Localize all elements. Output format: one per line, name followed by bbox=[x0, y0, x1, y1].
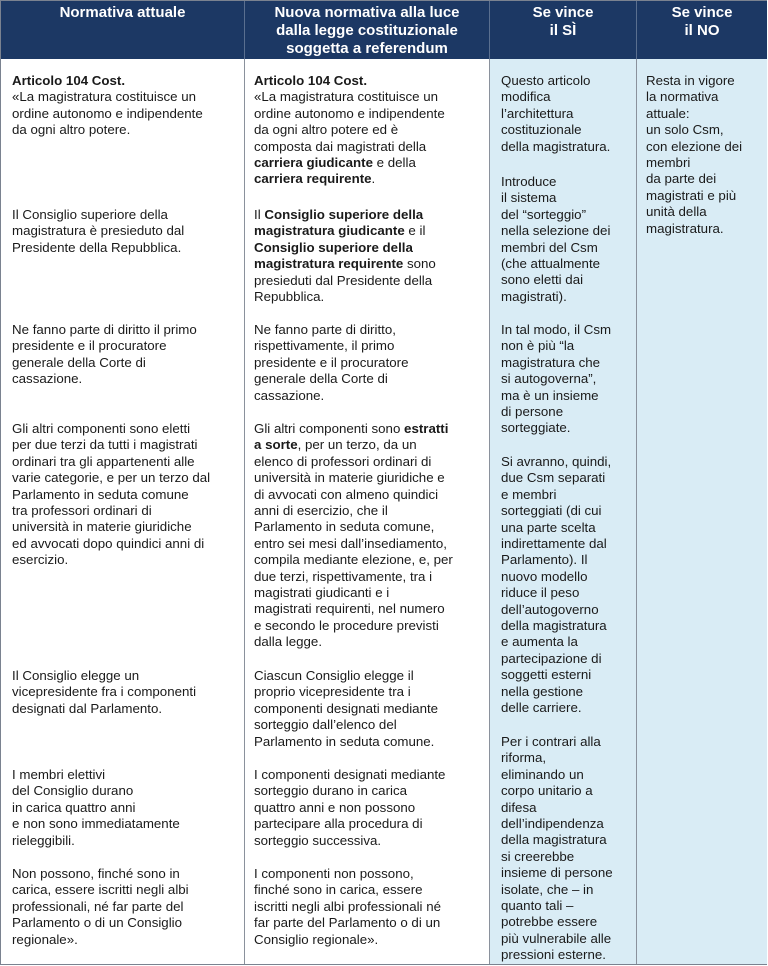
text-fragment: e il bbox=[404, 223, 426, 239]
text-line: università in materie giuridiche e bbox=[254, 470, 445, 486]
yes-paragraph-5 bbox=[501, 734, 635, 964]
text-line: I componenti non possono, bbox=[254, 866, 414, 881]
no-paragraph-1 bbox=[646, 73, 764, 237]
header-line: dalla legge costituzionale bbox=[276, 22, 458, 39]
text-line: (che attualmente bbox=[501, 256, 601, 272]
text-line: Ciascun Consiglio elegge il bbox=[254, 668, 414, 683]
text-line: ordine autonomo e indipendente bbox=[12, 105, 203, 121]
text-line: regionale». bbox=[12, 931, 78, 947]
bold-term: estratti bbox=[404, 421, 449, 436]
text-line: nuovo modello bbox=[501, 568, 588, 584]
text-line: Parlamento in seduta comune, bbox=[254, 519, 435, 535]
text-line: ordinari tra gli appartenenti alle bbox=[12, 453, 195, 469]
text-line: soggetti esterni bbox=[501, 667, 592, 683]
yes-paragraph-3 bbox=[501, 322, 635, 437]
text-line: Repubblica. bbox=[254, 289, 325, 305]
text-line: due terzi, rispettivamente, tra i bbox=[254, 568, 433, 584]
column-reform-law bbox=[245, 1, 490, 964]
text-line: della magistratura bbox=[501, 618, 607, 634]
header-line: Normativa attuale bbox=[59, 4, 186, 21]
text-fragment: . bbox=[371, 171, 376, 187]
text-line: «La magistratura costituisce un bbox=[12, 89, 197, 105]
text-line: Ne fanno parte di diritto, bbox=[254, 322, 396, 337]
current-article-block bbox=[12, 73, 240, 139]
text-line: sorteggiati (di cui bbox=[501, 503, 602, 519]
text-line: la normativa bbox=[646, 89, 719, 105]
text-line: membri del Csm bbox=[501, 239, 598, 255]
text-line: della magistratura bbox=[501, 832, 607, 848]
text-line: e aumenta la bbox=[501, 634, 578, 650]
text-line: Presidente della Repubblica. bbox=[12, 239, 182, 255]
text-line: università in materie giuridiche bbox=[12, 519, 192, 535]
text-fragment: Gli altri componenti sono bbox=[254, 421, 405, 436]
text-line: Si avranno, quindi, bbox=[501, 454, 612, 469]
text-line: ma è un insieme bbox=[501, 387, 599, 403]
text-line: magistrati giudicanti e i bbox=[254, 585, 390, 601]
text-line: riforma, bbox=[501, 750, 547, 766]
text-line: magistrati e più bbox=[646, 187, 737, 203]
text-line: indirettamente dal bbox=[501, 536, 607, 552]
text-line: eliminando un bbox=[501, 766, 584, 782]
text-line: Parlamento in seduta comune. bbox=[254, 733, 435, 749]
text-line: iscritti negli albi professionali né bbox=[254, 898, 441, 914]
text-line: proprio vicepresidente tra i bbox=[254, 684, 411, 700]
text-line: generale della Corte di bbox=[12, 354, 146, 370]
bold-term: Consiglio superiore della bbox=[264, 207, 424, 222]
text-line: Consiglio regionale». bbox=[254, 931, 379, 947]
text-line: sorteggio durano in carica bbox=[254, 783, 408, 799]
text-line: unità della bbox=[646, 204, 707, 220]
text-line: Parlamento o di un Consiglio bbox=[12, 915, 183, 931]
text-line: insieme di persone bbox=[501, 865, 613, 881]
reform-article-block bbox=[254, 73, 486, 188]
bold-term: magistratura giudicante bbox=[254, 223, 405, 239]
text-line: nella selezione dei bbox=[501, 223, 611, 239]
text-line: magistrati requirenti, nel numero bbox=[254, 601, 445, 617]
yes-paragraph-4 bbox=[501, 454, 635, 717]
text-line: magistratura. bbox=[646, 220, 724, 236]
text-line: far parte del Parlamento o di un bbox=[254, 915, 441, 931]
text-line: di avvocati con almeno quindici bbox=[254, 486, 439, 502]
header-line: Se vince bbox=[671, 4, 733, 21]
current-article-title: Articolo 104 Cost. bbox=[12, 73, 126, 88]
header-line: Se vince bbox=[532, 4, 594, 21]
header-reform-law bbox=[245, 1, 490, 59]
column-if-no-wins bbox=[637, 1, 767, 964]
text-line: Ne fanno parte di diritto il primo bbox=[12, 322, 197, 337]
current-paragraph-5 bbox=[12, 668, 240, 717]
current-paragraph-7 bbox=[12, 866, 240, 948]
header-line: il NO bbox=[684, 22, 720, 39]
text-line: isolate, che – in bbox=[501, 881, 594, 897]
text-line: Parlamento in seduta comune bbox=[12, 486, 189, 502]
text-line: professionali, né far parte del bbox=[12, 898, 184, 914]
text-line: pressioni esterne. bbox=[501, 947, 606, 963]
text-line: riduce il peso bbox=[501, 585, 580, 601]
reform-paragraph-6 bbox=[254, 767, 486, 849]
text-line: entro sei mesi dall’insediamento, bbox=[254, 535, 447, 551]
text-line: Per i contrari alla bbox=[501, 734, 601, 749]
current-paragraph-3 bbox=[12, 322, 240, 388]
text-line: delle carriere. bbox=[501, 700, 582, 716]
text-line: da ogni altro potere ed è bbox=[254, 122, 399, 138]
text-line: da parte dei bbox=[646, 171, 717, 187]
text-line: finché sono in carica, essere bbox=[254, 882, 423, 898]
text-line: con elezione dei bbox=[646, 138, 743, 154]
text-line: I componenti designati mediante bbox=[254, 767, 446, 782]
reform-paragraph-3 bbox=[254, 322, 486, 404]
text-line: non è più “la bbox=[501, 338, 575, 354]
current-paragraph-4 bbox=[12, 421, 240, 569]
text-line: Parlamento). Il bbox=[501, 552, 588, 568]
text-fragment: sono bbox=[403, 256, 436, 272]
text-line: corpo unitario a bbox=[501, 783, 593, 799]
text-line: vicepresidente fra i componenti bbox=[12, 684, 197, 700]
text-line: magistratura che bbox=[501, 354, 601, 370]
text-line: sorteggio successiva. bbox=[254, 832, 382, 848]
text-line: esercizio. bbox=[12, 552, 69, 568]
reform-paragraph-5 bbox=[254, 668, 486, 750]
text-line: attuale: bbox=[646, 105, 690, 121]
text-line: rieleggibili. bbox=[12, 832, 75, 848]
text-line: composta dai magistrati della bbox=[254, 138, 427, 154]
text-line: nella gestione bbox=[501, 683, 584, 699]
text-line: più vulnerabile alle bbox=[501, 930, 612, 946]
text-line: sorteggio dall’elenco del bbox=[254, 717, 397, 733]
text-line: e membri bbox=[501, 486, 557, 502]
text-line: ed avvocati dopo quindici anni di bbox=[12, 535, 205, 551]
text-line: componenti designati mediante bbox=[254, 700, 439, 716]
text-fragment: , per un terzo, da un bbox=[297, 437, 417, 453]
text-fragment: e della bbox=[372, 155, 416, 171]
reform-paragraph-2 bbox=[254, 207, 486, 305]
text-fragment: Il bbox=[254, 207, 265, 222]
text-line: del Consiglio durano bbox=[12, 783, 134, 799]
text-line: dalla legge. bbox=[254, 634, 323, 650]
text-line: presidente e il procuratore bbox=[12, 338, 167, 354]
text-line: modifica bbox=[501, 89, 551, 105]
column-if-yes-wins bbox=[490, 1, 637, 964]
text-line: partecipazione di bbox=[501, 650, 602, 666]
text-line: sorteggiate. bbox=[501, 420, 571, 436]
header-if-no-wins bbox=[637, 1, 767, 59]
text-line: I membri elettivi bbox=[12, 767, 106, 782]
text-line: e non sono immediatamente bbox=[12, 816, 180, 832]
text-line: Introduce bbox=[501, 174, 557, 189]
text-line: In tal modo, il Csm bbox=[501, 322, 612, 337]
text-line: per due terzi da tutti i magistrati bbox=[12, 437, 198, 453]
text-line: potrebbe essere bbox=[501, 914, 598, 930]
text-line: Resta in vigore bbox=[646, 73, 735, 88]
text-line: Gli altri componenti sono eletti bbox=[12, 421, 191, 436]
text-line: in carica quattro anni bbox=[12, 799, 136, 815]
text-line: e secondo le procedure previsti bbox=[254, 617, 439, 633]
bold-term: carriera requirente bbox=[254, 171, 372, 187]
bold-term: magistratura requirente bbox=[254, 256, 404, 272]
text-line: magistrati). bbox=[501, 288, 567, 304]
text-line: due Csm separati bbox=[501, 470, 606, 486]
reform-article-title: Articolo 104 Cost. bbox=[254, 73, 368, 88]
text-line: si autogoverna”, bbox=[501, 371, 597, 387]
text-line: presieduti dal Presidente della bbox=[254, 272, 433, 288]
text-line: ordine autonomo e indipendente bbox=[254, 105, 445, 121]
text-line: magistratura è presieduto dal bbox=[12, 223, 185, 239]
text-line: Questo articolo bbox=[501, 73, 591, 88]
header-line: il SÌ bbox=[549, 22, 577, 39]
text-line: sono eletti dai bbox=[501, 272, 584, 288]
text-line: cassazione. bbox=[254, 387, 325, 403]
text-line: un solo Csm, bbox=[646, 122, 724, 138]
bold-term: a sorte bbox=[254, 437, 298, 453]
text-line: generale della Corte di bbox=[254, 371, 388, 387]
reform-paragraph-4 bbox=[254, 421, 486, 651]
current-paragraph-6 bbox=[12, 767, 240, 849]
text-line: si creerebbe bbox=[501, 848, 575, 864]
yes-paragraph-1 bbox=[501, 73, 635, 155]
bold-term: Consiglio superiore della bbox=[254, 239, 413, 255]
text-line: della magistratura. bbox=[501, 138, 611, 154]
text-line: l’architettura bbox=[501, 105, 574, 121]
header-current-law bbox=[1, 1, 245, 59]
text-line: elenco di professori ordinari di bbox=[254, 453, 432, 469]
reform-paragraph-7 bbox=[254, 866, 486, 948]
text-line: del “sorteggio” bbox=[501, 206, 586, 222]
text-line: Non possono, finché sono in bbox=[12, 866, 180, 881]
header-if-yes-wins bbox=[490, 1, 637, 59]
text-line: partecipare alla procedura di bbox=[254, 816, 423, 832]
text-line: di persone bbox=[501, 404, 564, 420]
text-line: da ogni altro potere. bbox=[12, 122, 131, 138]
header-line: Nuova normativa alla luce bbox=[274, 4, 460, 21]
text-line: quattro anni e non possono bbox=[254, 799, 416, 815]
text-line: tra professori ordinari di bbox=[12, 503, 152, 519]
text-line: anni di esercizio, che il bbox=[254, 503, 388, 519]
text-line: membri bbox=[646, 155, 691, 171]
text-line: carica, essere iscritti negli albi bbox=[12, 882, 189, 898]
text-line: costituzionale bbox=[501, 122, 582, 138]
text-line: «La magistratura costituisce un bbox=[254, 89, 439, 105]
text-line: rispettivamente, il primo bbox=[254, 338, 395, 354]
bold-term: carriera giudicante bbox=[254, 155, 373, 171]
text-line: dell’autogoverno bbox=[501, 601, 599, 617]
header-line: soggetta a referendum bbox=[286, 40, 448, 57]
text-line: cassazione. bbox=[12, 371, 83, 387]
text-line: varie categorie, e per un terzo dal bbox=[12, 470, 211, 486]
text-line: quanto tali – bbox=[501, 898, 574, 914]
text-line: il sistema bbox=[501, 190, 557, 206]
text-line: Il Consiglio superiore della bbox=[12, 207, 168, 222]
text-line: designati dal Parlamento. bbox=[12, 700, 163, 716]
text-line: compila mediante elezione, e, per bbox=[254, 552, 453, 568]
column-current-law bbox=[1, 1, 245, 964]
current-paragraph-2 bbox=[12, 207, 240, 256]
yes-paragraph-2 bbox=[501, 174, 635, 305]
text-line: presidente e il procuratore bbox=[254, 354, 409, 370]
text-line: una parte scelta bbox=[501, 519, 596, 535]
text-line: difesa bbox=[501, 799, 537, 815]
text-line: dell’indipendenza bbox=[501, 816, 604, 832]
text-line: Il Consiglio elegge un bbox=[12, 668, 140, 683]
